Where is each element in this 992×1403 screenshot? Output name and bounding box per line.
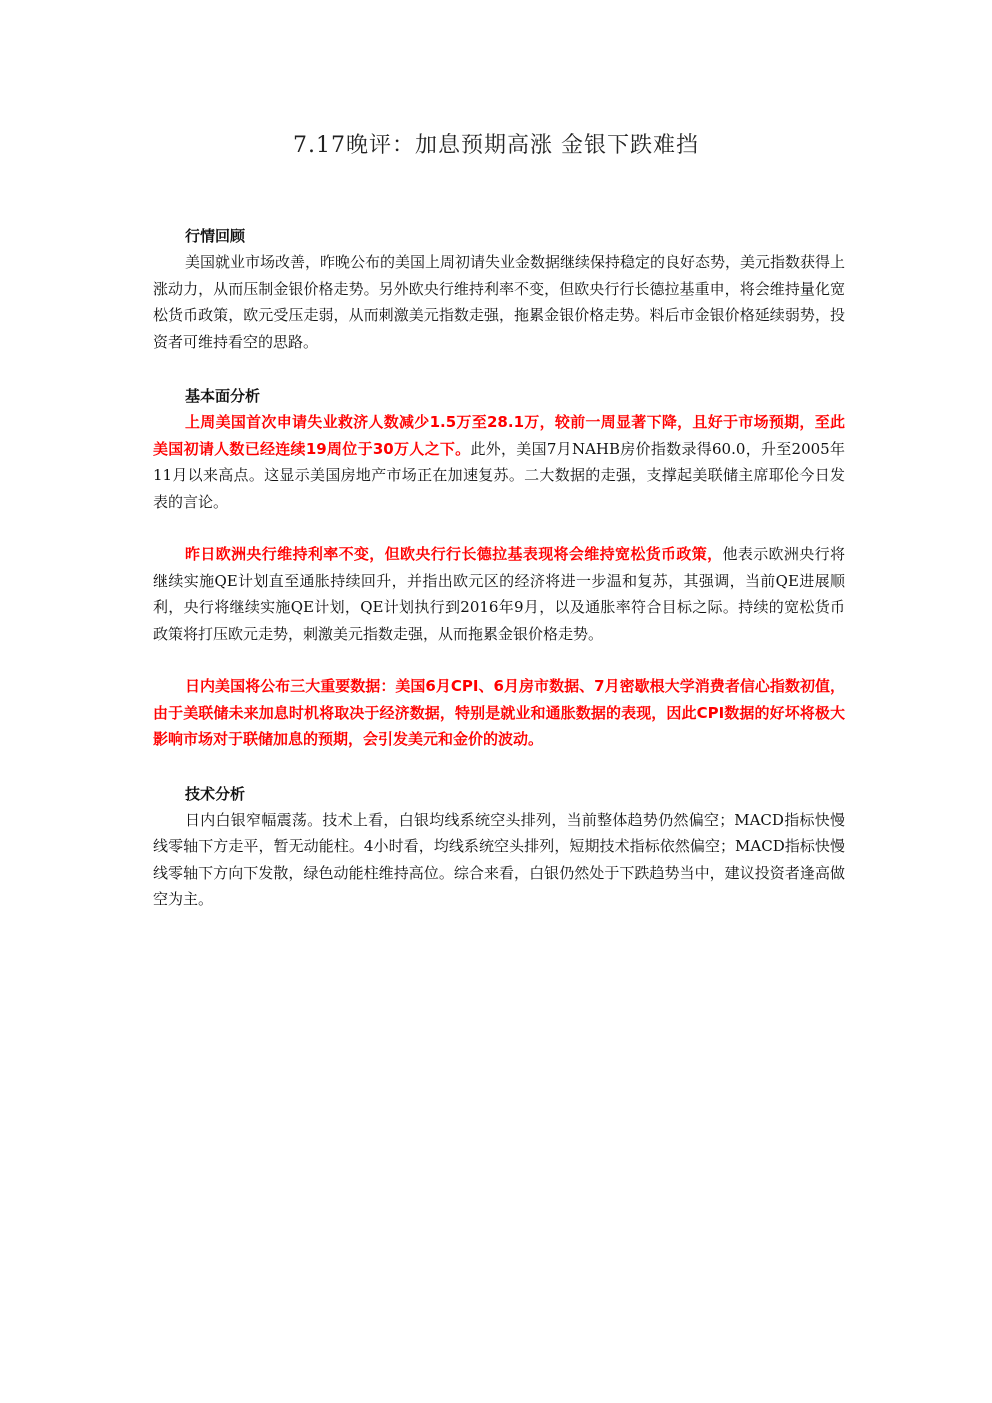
fundamental-paragraph-1: [153, 409, 845, 515]
highlight-text: 昨日欧洲央行维持利率不变，但欧央行行长德拉基表现将会维持宽松货币政策，: [185, 545, 723, 563]
section-heading-technical: 技术分析: [185, 784, 246, 803]
highlight-text: 日内美国将公布三大重要数据：美国6月CPI、6月房市数据、7月密歇根大学消费者信心指数初值，由于美联储未来加息时机将取决于经济数据，特别是就业和通胀数据的表现，因此CPI数据的好坏将极大影响市场对于联储加息的预期，会引发美元和金价的波动。: [153, 677, 845, 748]
section-heading-review: 行情回顾: [185, 227, 246, 245]
section-market-review: [153, 223, 845, 355]
page-title: 7.17晚评：加息预期高涨 金银下跌难挡: [293, 133, 699, 158]
body-text: 他表示欧洲央行将继续实施QE计划直至通胀持续回升，并指出欧元区的经济将进一步温和复苏，其强调，当前QE进展顺利，央行将继续实施QE计划，QE计划执行到2016年9月，以及通胀率符合目标之际。持续的宽松货币政策将打压欧元走势，刺激美元指数走强，从而拖累金银价格走势。: [153, 545, 845, 643]
document-body: [153, 223, 845, 913]
fundamental-paragraph-2: [153, 541, 845, 647]
review-paragraph: 美国就业市场改善，昨晚公布的美国上周初请失业金数据继续保持稳定的良好态势，美元指数获得上涨动力，从而压制金银价格走势。另外欧央行维持利率不变，但欧央行行长德拉基重申，将会维持量化宽松货币政策，欧元受压走弱，从而刺激美元指数走强，拖累金银价格走势。料后市金银价格延续弱势，投资者可维持看空的思路。: [153, 253, 846, 351]
section-technical-analysis: [153, 781, 845, 913]
highlight-text: 上周美国首次申请失业救济人数减少1.5万至28.1万，较前一周显著下降，且好于市场预期，至此美国初请人数已经连续19周位于30万人之下。: [153, 413, 845, 458]
section-heading-fundamental: 基本面分析: [185, 387, 261, 405]
technical-paragraph: 日内白银窄幅震荡。技术上看，白银均线系统空头排列，当前整体趋势仍然偏空；MACD指标快慢线零轴下方走平，暂无动能柱。4小时看，均线系统空头排列，短期技术指标依然偏空；MACD指标快慢线零轴下方向下发散，绿色动能柱维持高位。综合来看，白银仍然处于下跌趋势当中，建议投资者逢高做空为主。: [153, 810, 845, 908]
fundamental-paragraph-3: [153, 673, 845, 753]
section-fundamental-analysis: [153, 383, 845, 753]
body-text: 此外，美国7月NAHB房价指数录得60.0，升至2005年11月以来高点。这显示美国房地产市场正在加速复苏。二大数据的走强，支撑起美联储主席耶伦今日发表的言论。: [153, 439, 846, 511]
